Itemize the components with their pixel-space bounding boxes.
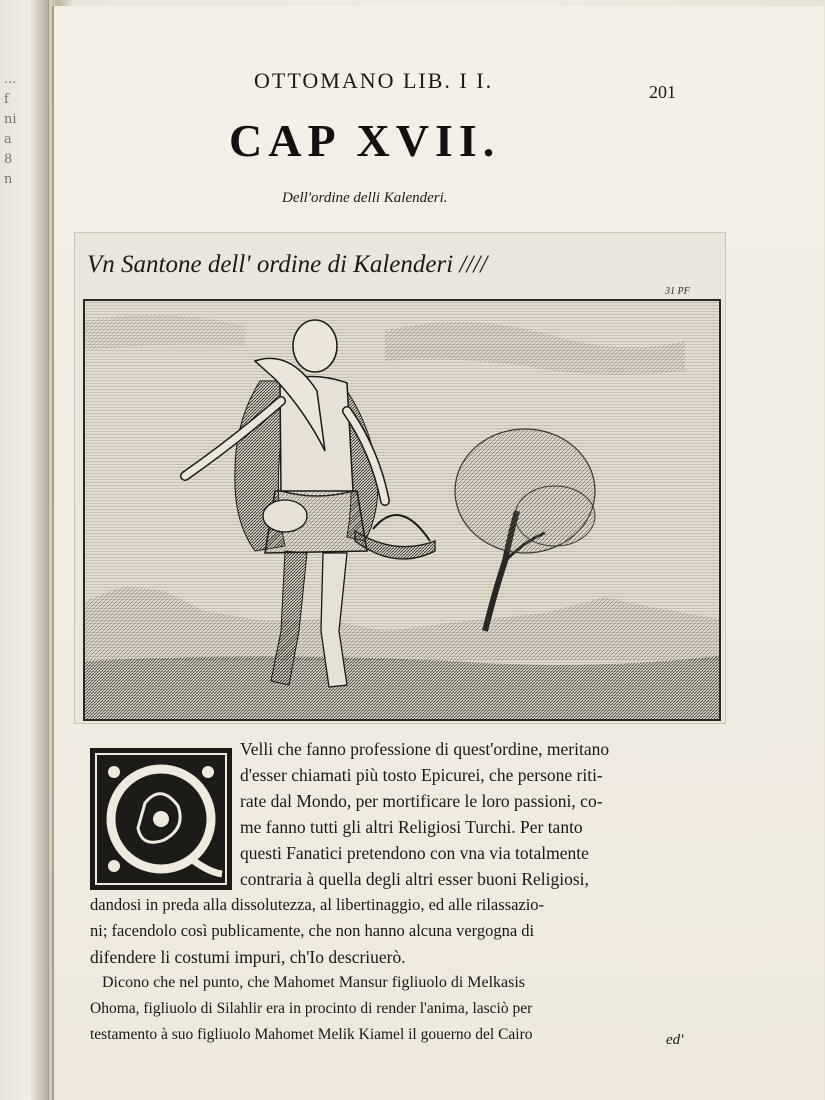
engraved-plate [74,232,726,724]
facing-fragment: 8 [4,152,13,167]
facing-fragment: ni [4,112,17,127]
engraving-illustration [83,299,721,721]
text-line: me fanno tutti gli altri Religiosi Turchi. Per tanto [240,817,583,837]
facing-fragment: ... [4,72,17,87]
plate-mark: 31 PF [665,286,690,297]
facing-fragment: n [4,172,13,187]
facing-page-text [4,70,34,190]
facing-page-edge [0,0,49,1100]
santone-figure-illustration [85,301,719,719]
book-page [52,6,824,1100]
text-line: Dicono che nel punto, che Mahomet Mansur figliuolo di Melkasis [102,974,526,991]
text-line: Ohoma, figliuolo di Silahlir era in procinto di render l'anima, lasciò per [90,1000,533,1017]
text-line: contraria à quella degli altri esser buoni Religiosi, [240,869,589,889]
text-line: ni; facendolo così publicamente, che non hanno alcuna vergogna di [90,921,535,940]
chapter-heading: CAP XVII. [229,115,501,166]
page-number: 201 [649,82,676,102]
text-line: d'esser chiamati più tosto Epicurei, che persone riti- [240,765,603,785]
plate-caption: Vn Santone dell' ordine di Kalenderi //// [87,251,488,278]
text-line: questi Fanatici pretendono con vna via totalmente [240,843,589,863]
text-line: rate dal Mondo, per mortificare le loro passioni, co- [240,791,603,811]
facing-fragment: f [4,92,9,107]
facing-fragment: a [4,132,12,147]
text-line: Velli che fanno professione di quest'ordine, meritano [240,739,610,759]
text-line: testamento à suo figliuolo Mahomet Melik Kiamel il gouerno del Cairo [90,1026,533,1043]
body-text [90,736,720,1048]
catchword: ed' [666,1032,684,1048]
chapter-subtitle: Dell'ordine delli Kalenderi. [282,190,448,206]
text-line: dandosi in preda alla dissolutezza, al libertinaggio, ed alle rilassazio- [90,895,545,914]
text-line: difendere li costumi impuri, ch'Io descriuerò. [90,947,406,967]
running-head: OTTOMANO LIB. I I. [254,68,494,93]
